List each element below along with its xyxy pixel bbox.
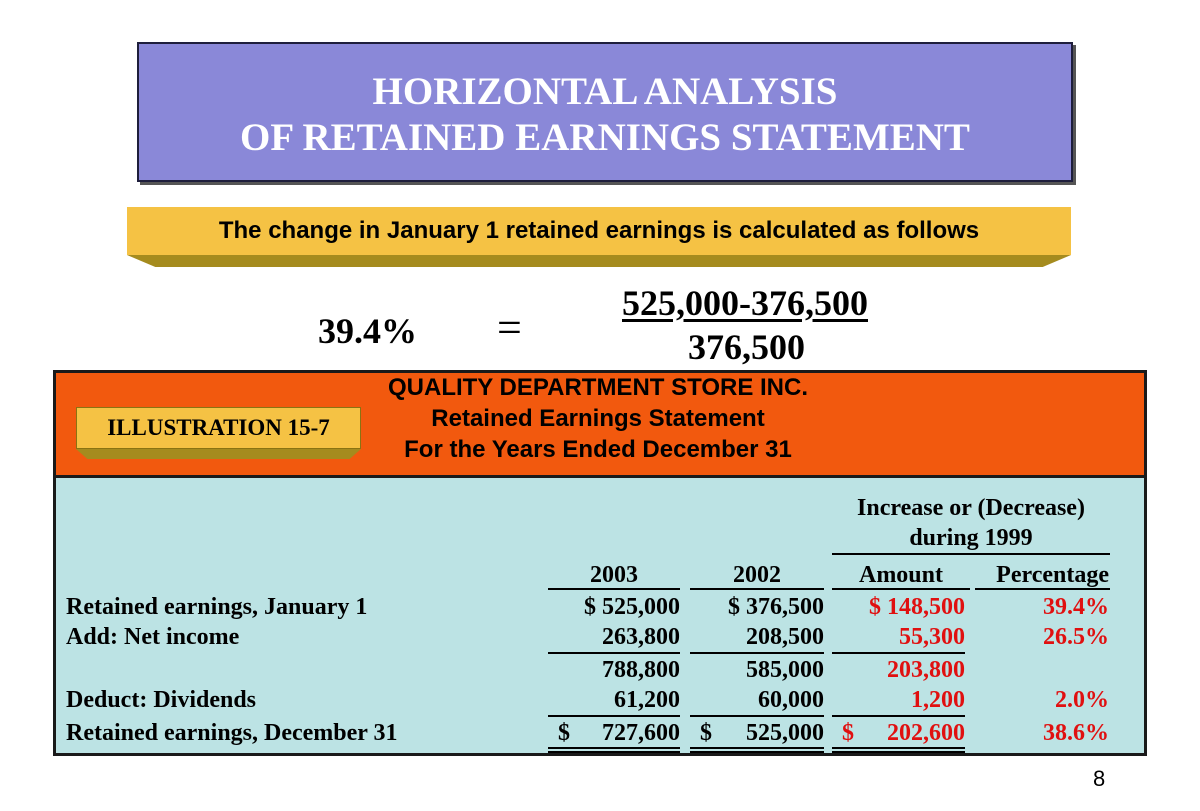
cell-amount: 1,200 <box>911 687 965 713</box>
double-rule <box>548 747 680 749</box>
formula-denominator: 376,500 <box>688 327 805 367</box>
formula-result: 39.4% <box>318 311 417 351</box>
cell-amount: $ 148,500 <box>869 594 965 620</box>
column-header-2003: 2003 <box>590 562 638 588</box>
column-header-percentage: Percentage <box>996 562 1109 588</box>
row-label: Add: Net income <box>66 624 240 650</box>
double-rule <box>690 751 824 753</box>
double-rule <box>832 751 965 753</box>
cell-2003: 788,800 <box>602 657 680 683</box>
page-number: 8 <box>1093 766 1106 791</box>
cell-percentage: 38.6% <box>1043 720 1109 746</box>
illustration-label: ILLUSTRATION 15-7 <box>76 407 361 449</box>
slide-title-line-2: OF RETAINED EARNINGS STATEMENT <box>240 116 970 159</box>
row-label: Retained earnings, December 31 <box>66 720 398 746</box>
cell-percentage: 26.5% <box>1043 624 1109 650</box>
column-header-rule <box>690 588 824 590</box>
cell-2003: 727,600 <box>602 720 680 746</box>
cell-amount: 203,800 <box>887 657 965 683</box>
cell-2002: 585,000 <box>746 657 824 683</box>
illustration-label-shadow <box>76 449 361 459</box>
cell-2002: 60,000 <box>758 687 824 713</box>
double-rule <box>832 747 965 749</box>
company-name: QUALITY DEPARTMENT STORE INC. <box>387 374 809 401</box>
total-rule <box>832 715 965 717</box>
statement-name: Retained Earnings Statement <box>431 405 765 432</box>
column-header-rule <box>832 588 970 590</box>
row-label: Deduct: Dividends <box>66 687 257 713</box>
cell-2002: 208,500 <box>746 624 824 650</box>
cell-percentage: 2.0% <box>1055 687 1109 713</box>
subtotal-rule <box>690 652 824 654</box>
dollar-sign: $ <box>700 720 712 746</box>
subtotal-rule <box>832 652 965 654</box>
explanation-banner <box>127 207 1071 255</box>
column-header-rule <box>548 588 680 590</box>
dollar-sign: $ <box>558 720 570 746</box>
double-rule <box>690 747 824 749</box>
formula-numerator: 525,000-376,500 <box>622 283 868 323</box>
group-header-line-1: Increase or (Decrease) <box>857 495 1085 521</box>
cell-2003: 61,200 <box>614 687 680 713</box>
cell-amount: 202,600 <box>887 720 965 746</box>
cell-2002: 525,000 <box>746 720 824 746</box>
group-header-rule <box>832 553 1110 555</box>
row-label: Retained earnings, January 1 <box>66 594 368 620</box>
column-header-amount: Amount <box>858 562 943 588</box>
double-rule <box>548 751 680 753</box>
formula-equals: = <box>497 303 522 352</box>
cell-amount: 55,300 <box>899 624 965 650</box>
dollar-sign: $ <box>842 720 854 746</box>
banner-shadow <box>127 255 1071 267</box>
column-header-2002: 2002 <box>733 562 781 588</box>
cell-2003: $ 525,000 <box>584 594 680 620</box>
total-rule <box>548 715 680 717</box>
group-header-line-2: during 1999 <box>909 525 1033 551</box>
total-rule <box>690 715 824 717</box>
statement-period: For the Years Ended December 31 <box>404 436 792 463</box>
column-header-rule <box>975 588 1110 590</box>
cell-2003: 263,800 <box>602 624 680 650</box>
slide-title-box <box>137 42 1073 182</box>
explanation-banner-text: The change in January 1 retained earnings is calculated as follows <box>218 217 980 244</box>
cell-percentage: 39.4% <box>1043 594 1109 620</box>
subtotal-rule <box>548 652 680 654</box>
slide-title-line-1: HORIZONTAL ANALYSIS <box>372 70 838 113</box>
cell-2002: $ 376,500 <box>728 594 824 620</box>
